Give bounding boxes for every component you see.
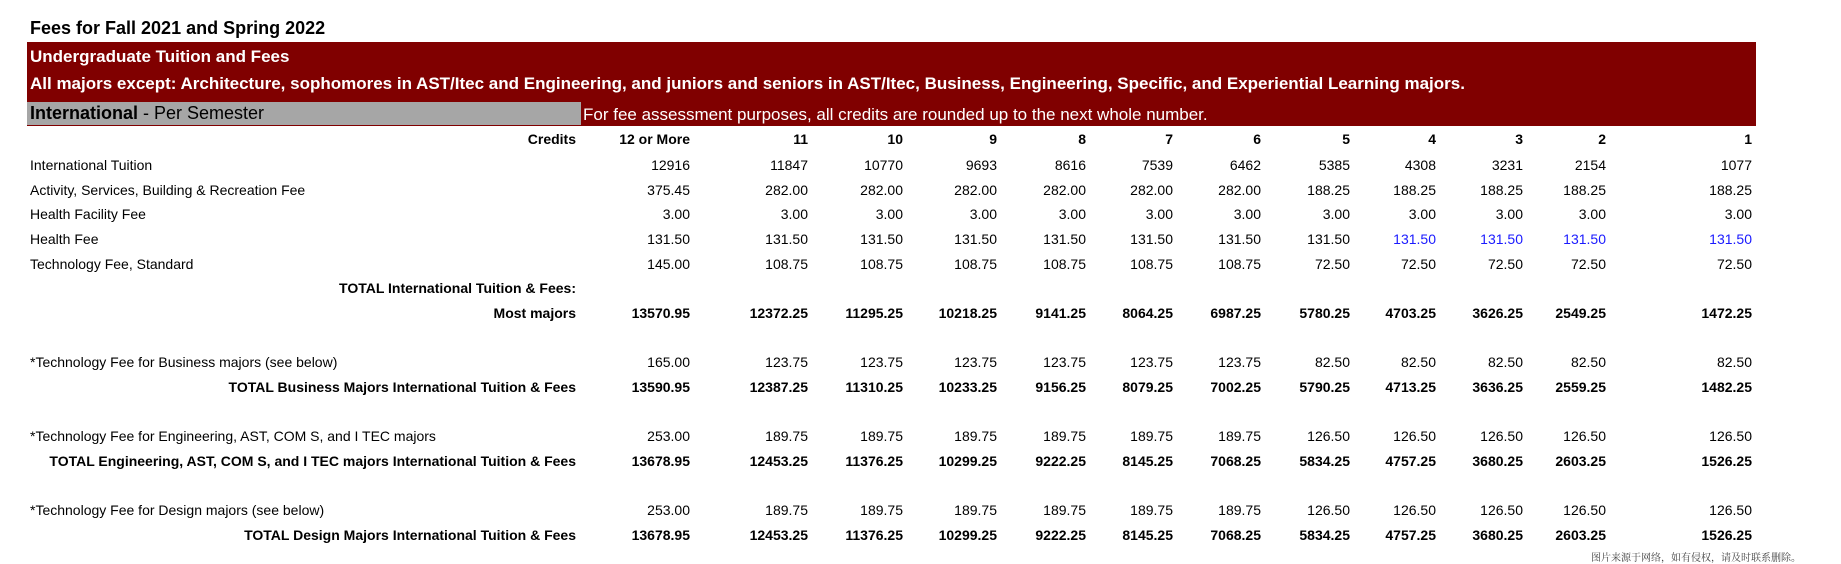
fee-row-cell: 188.25: [1393, 182, 1436, 198]
engineering-fee-row-cell: 253.00: [647, 428, 690, 444]
engineering-fee-row-cell: 126.50: [1709, 428, 1752, 444]
fee-row-cell: 4308: [1404, 157, 1436, 173]
fee-row-cell: 1077: [1720, 157, 1752, 173]
business-total-row: [0, 379, 1841, 401]
design-total-row-cell: 1526.25: [1701, 527, 1752, 543]
design-total-row-cell: 7068.25: [1210, 527, 1261, 543]
fee-row-cell: 282.00: [860, 182, 903, 198]
band-subtitle: All majors except: Architecture, sophomores in AST/Itec and Engineering, and juniors and seniors in AST/Itec, Business, Engineering, Specific, and Experiential Learning majors.: [30, 74, 1465, 93]
business-fee-row-label: *Technology Fee for Business majors (see below): [30, 354, 338, 370]
total-heading-row: [0, 280, 1841, 302]
fee-row-cell: 7539: [1141, 157, 1173, 173]
fee-row-cell: 131.50: [1709, 231, 1752, 247]
design-fee-row-cell: 253.00: [647, 502, 690, 518]
most-majors-row-label: Most majors: [493, 305, 576, 321]
business-total-row-cell: 8079.25: [1122, 379, 1173, 395]
fee-row-cell: 131.50: [1307, 231, 1350, 247]
business-fee-row-cell: 123.75: [1218, 354, 1261, 370]
engineering-total-row-cell: 11376.25: [845, 453, 903, 469]
fee-row-cell: 131.50: [1218, 231, 1261, 247]
business-total-row-cell: 7002.25: [1210, 379, 1261, 395]
fee-row-cell: 3.00: [1145, 206, 1173, 222]
fee-row-cell: 282.00: [1130, 182, 1173, 198]
fee-row-cell: 72.50: [1716, 256, 1752, 272]
engineering-total-row-cell: 13678.95: [631, 453, 690, 469]
design-total-row-cell: 8145.25: [1122, 527, 1173, 543]
design-total-row-label: TOTAL Design Majors International Tuition & Fees: [244, 527, 576, 543]
engineering-total-row-cell: 5834.25: [1299, 453, 1350, 469]
engineering-fee-row: [0, 428, 1841, 450]
credits-row-cell: 3: [1515, 131, 1523, 147]
design-total-row-cell: 11376.25: [845, 527, 903, 543]
credits-row-cell: 5: [1342, 131, 1350, 147]
business-total-row-cell: 2559.25: [1555, 379, 1606, 395]
business-fee-row-cell: 123.75: [860, 354, 903, 370]
engineering-total-row-cell: 7068.25: [1210, 453, 1261, 469]
fee-row-cell: 108.75: [860, 256, 903, 272]
fee-row-cell: 108.75: [954, 256, 997, 272]
business-total-row-cell: 4713.25: [1385, 379, 1436, 395]
fee-row-cell: 131.50: [765, 231, 808, 247]
business-fee-row-cell: 165.00: [647, 354, 690, 370]
credits-row-cell: 10: [887, 131, 903, 147]
business-fee-row-cell: 123.75: [765, 354, 808, 370]
most-majors-row-cell: 11295.25: [845, 305, 903, 321]
fee-row-cell: 5385: [1318, 157, 1350, 173]
fee-row-cell: 3.00: [1322, 206, 1350, 222]
most-majors-row-cell: 13570.95: [631, 305, 690, 321]
fee-row-cell: 108.75: [765, 256, 808, 272]
design-fee-row-label: *Technology Fee for Design majors (see below): [30, 502, 325, 518]
business-total-row-cell: 9156.25: [1035, 379, 1086, 395]
business-total-row-cell: 11310.25: [845, 379, 903, 395]
fee-row-cell: 8616: [1054, 157, 1086, 173]
band-title: Undergraduate Tuition and Fees: [30, 47, 290, 66]
fee-row-cell: 12916: [651, 157, 690, 173]
business-fee-row-cell: 82.50: [1314, 354, 1350, 370]
engineering-total-row-cell: 9222.25: [1035, 453, 1086, 469]
business-fee-row-cell: 123.75: [954, 354, 997, 370]
engineering-total-row-cell: 1526.25: [1701, 453, 1752, 469]
engineering-total-row-cell: 12453.25: [749, 453, 808, 469]
design-fee-row-cell: 189.75: [1130, 502, 1173, 518]
fee-row-label: Activity, Services, Building & Recreation Fee: [30, 182, 306, 198]
design-total-row-cell: 13678.95: [631, 527, 690, 543]
fee-row-cell: 282.00: [1218, 182, 1261, 198]
fee-row-label: International Tuition: [30, 157, 153, 173]
design-total-row-cell: 9222.25: [1035, 527, 1086, 543]
fee-row-cell: 3.00: [1233, 206, 1261, 222]
fee-row-cell: 6462: [1229, 157, 1261, 173]
engineering-fee-row-label: *Technology Fee for Engineering, AST, COM S, and I TEC majors: [30, 428, 436, 444]
fee-row-cell: 188.25: [1480, 182, 1523, 198]
fee-row-cell: 72.50: [1314, 256, 1350, 272]
most-majors-row-cell: 4703.25: [1385, 305, 1436, 321]
assessment-note: For fee assessment purposes, all credits are rounded up to the next whole number.: [583, 105, 1208, 124]
fee-row-cell: 72.50: [1570, 256, 1606, 272]
fee-row-cell: 145.00: [647, 256, 690, 272]
fee-row-cell: 3.00: [1724, 206, 1752, 222]
total-heading-row-label: TOTAL International Tuition & Fees:: [339, 280, 576, 296]
fee-row-cell: 282.00: [1043, 182, 1086, 198]
business-fee-row-cell: 82.50: [1716, 354, 1752, 370]
page-title: Fees for Fall 2021 and Spring 2022: [30, 18, 326, 38]
business-fee-row-cell: 123.75: [1043, 354, 1086, 370]
fee-row-cell: 131.50: [1563, 231, 1606, 247]
design-fee-row-cell: 189.75: [954, 502, 997, 518]
credits-row-label: Credits: [527, 131, 576, 147]
design-fee-row-cell: 126.50: [1307, 502, 1350, 518]
design-total-row-cell: 12453.25: [749, 527, 808, 543]
most-majors-row-cell: 5780.25: [1299, 305, 1350, 321]
fee-row-label: Health Fee: [30, 231, 99, 247]
fee-row-cell: 3.00: [1495, 206, 1523, 222]
engineering-total-row-cell: 8145.25: [1122, 453, 1173, 469]
business-total-row-label: TOTAL Business Majors International Tuition & Fees: [228, 379, 576, 395]
fee-row: [0, 256, 1841, 278]
credits-row-cell: 2: [1598, 131, 1606, 147]
fee-row-label: Health Facility Fee: [30, 206, 146, 222]
business-total-row-cell: 3636.25: [1472, 379, 1523, 395]
engineering-fee-row-cell: 126.50: [1307, 428, 1350, 444]
business-total-row-cell: 12387.25: [749, 379, 808, 395]
engineering-fee-row-cell: 189.75: [954, 428, 997, 444]
design-fee-row: [0, 502, 1841, 524]
business-total-row-cell: 13590.95: [631, 379, 690, 395]
most-majors-row-cell: 10218.25: [938, 305, 997, 321]
credits-row-cell: 12 or More: [619, 131, 690, 147]
fee-row-cell: 108.75: [1043, 256, 1086, 272]
fee-row-cell: 131.50: [860, 231, 903, 247]
business-total-row-cell: 5790.25: [1299, 379, 1350, 395]
most-majors-row-cell: 1472.25: [1701, 305, 1752, 321]
fee-row-cell: 108.75: [1218, 256, 1261, 272]
engineering-fee-row-cell: 189.75: [1043, 428, 1086, 444]
fee-row-cell: 2154: [1574, 157, 1606, 173]
engineering-total-row-label: TOTAL Engineering, AST, COM S, and I TEC majors International Tuition & Fees: [49, 453, 576, 469]
watermark: 图片来源于网络，如有侵权，请及时联系删除。: [1591, 553, 1801, 564]
design-fee-row-cell: 126.50: [1563, 502, 1606, 518]
fee-row-cell: 3.00: [969, 206, 997, 222]
fee-row-cell: 375.45: [647, 182, 690, 198]
fee-row-cell: 10770: [864, 157, 903, 173]
fee-row-cell: 131.50: [1393, 231, 1436, 247]
fee-row-cell: 3.00: [662, 206, 690, 222]
engineering-fee-row-cell: 189.75: [765, 428, 808, 444]
design-fee-row-cell: 126.50: [1480, 502, 1523, 518]
business-fee-row-cell: 123.75: [1130, 354, 1173, 370]
most-majors-row-cell: 8064.25: [1122, 305, 1173, 321]
design-fee-row-cell: 189.75: [860, 502, 903, 518]
design-fee-row-cell: 126.50: [1709, 502, 1752, 518]
engineering-total-row-cell: 2603.25: [1555, 453, 1606, 469]
fee-row: [0, 231, 1841, 253]
fee-row-cell: 282.00: [954, 182, 997, 198]
fee-row-cell: 3.00: [780, 206, 808, 222]
fee-row-cell: 3231: [1491, 157, 1523, 173]
engineering-total-row-cell: 10299.25: [938, 453, 997, 469]
credits-row-cell: 8: [1078, 131, 1086, 147]
category-label: International - Per Semester: [30, 103, 265, 123]
business-total-row-cell: 10233.25: [938, 379, 997, 395]
fee-row-cell: 11847: [770, 157, 808, 173]
most-majors-row-cell: 12372.25: [749, 305, 808, 321]
fee-row: [0, 206, 1841, 228]
fee-row-cell: 282.00: [765, 182, 808, 198]
engineering-fee-row-cell: 189.75: [1130, 428, 1173, 444]
design-total-row: [0, 527, 1841, 549]
design-total-row-cell: 3680.25: [1472, 527, 1523, 543]
design-total-row-cell: 2603.25: [1555, 527, 1606, 543]
design-total-row-cell: 4757.25: [1385, 527, 1436, 543]
engineering-fee-row-cell: 126.50: [1480, 428, 1523, 444]
design-total-row-cell: 5834.25: [1299, 527, 1350, 543]
credits-row: [0, 131, 1841, 153]
business-total-row-cell: 1482.25: [1701, 379, 1752, 395]
design-fee-row-cell: 189.75: [1218, 502, 1261, 518]
business-fee-row-cell: 82.50: [1570, 354, 1606, 370]
fee-row-cell: 3.00: [1408, 206, 1436, 222]
business-fee-row-cell: 82.50: [1487, 354, 1523, 370]
fee-row: [0, 157, 1841, 179]
fee-row-cell: 131.50: [1130, 231, 1173, 247]
fee-row-cell: 72.50: [1400, 256, 1436, 272]
credits-row-cell: 6: [1253, 131, 1261, 147]
fee-row-cell: 9693: [965, 157, 997, 173]
most-majors-row-cell: 9141.25: [1035, 305, 1086, 321]
credits-row-cell: 1: [1744, 131, 1752, 147]
credits-row-cell: 11: [793, 131, 808, 147]
most-majors-row-cell: 6987.25: [1210, 305, 1261, 321]
design-fee-row-cell: 189.75: [765, 502, 808, 518]
fee-row-cell: 3.00: [875, 206, 903, 222]
engineering-fee-row-cell: 126.50: [1393, 428, 1436, 444]
engineering-fee-row-cell: 189.75: [860, 428, 903, 444]
engineering-fee-row-cell: 126.50: [1563, 428, 1606, 444]
fee-row-cell: 131.50: [1043, 231, 1086, 247]
fee-row-cell: 72.50: [1487, 256, 1523, 272]
engineering-total-row-cell: 3680.25: [1472, 453, 1523, 469]
business-fee-row: [0, 354, 1841, 376]
design-total-row-cell: 10299.25: [938, 527, 997, 543]
design-fee-row-cell: 189.75: [1043, 502, 1086, 518]
fee-row-cell: 131.50: [647, 231, 690, 247]
fee-row-cell: 3.00: [1578, 206, 1606, 222]
fee-row: [0, 182, 1841, 204]
fee-row-cell: 188.25: [1709, 182, 1752, 198]
fee-row-cell: 131.50: [1480, 231, 1523, 247]
engineering-total-row: [0, 453, 1841, 475]
fee-row-label: Technology Fee, Standard: [30, 256, 194, 272]
fee-row-cell: 3.00: [1058, 206, 1086, 222]
most-majors-row-cell: 3626.25: [1472, 305, 1523, 321]
fee-row-cell: 108.75: [1130, 256, 1173, 272]
design-fee-row-cell: 126.50: [1393, 502, 1436, 518]
credits-row-cell: 7: [1165, 131, 1173, 147]
credits-row-cell: 9: [989, 131, 997, 147]
engineering-total-row-cell: 4757.25: [1385, 453, 1436, 469]
fee-row-cell: 188.25: [1563, 182, 1606, 198]
most-majors-row: [0, 305, 1841, 327]
most-majors-row-cell: 2549.25: [1555, 305, 1606, 321]
business-fee-row-cell: 82.50: [1400, 354, 1436, 370]
fee-row-cell: 131.50: [954, 231, 997, 247]
credits-row-cell: 4: [1428, 131, 1436, 147]
fee-row-cell: 188.25: [1307, 182, 1350, 198]
engineering-fee-row-cell: 189.75: [1218, 428, 1261, 444]
